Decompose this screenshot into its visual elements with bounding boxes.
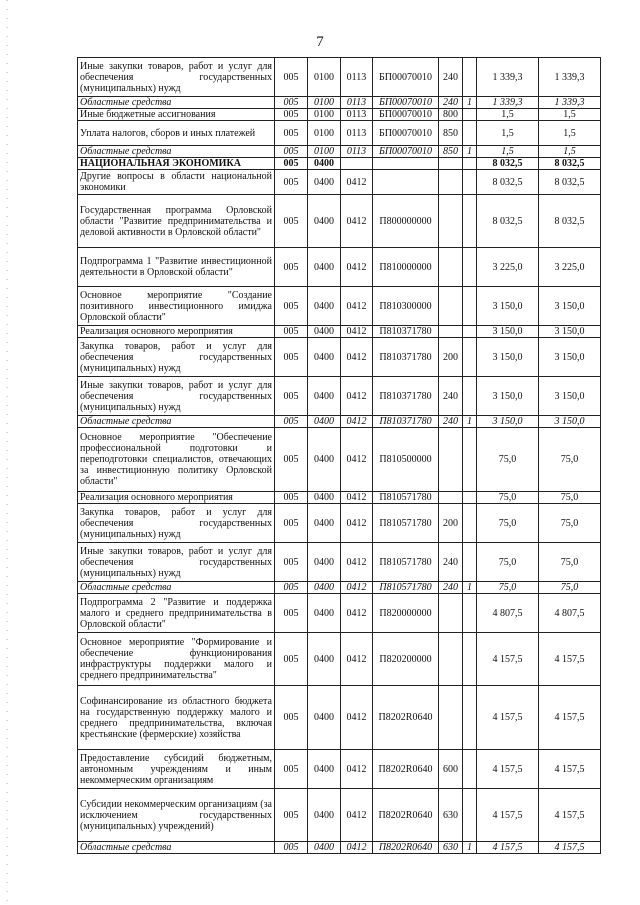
page-number: 7 xyxy=(316,34,324,50)
table-row xyxy=(78,58,601,97)
budget-table xyxy=(77,57,601,854)
row-src-cell xyxy=(463,789,477,842)
row-vr-cell xyxy=(439,248,463,287)
margin-scan-marks xyxy=(6,0,8,905)
row-rz-cell: 0400 xyxy=(308,686,341,750)
row-sum1-cell: 4 157,5 xyxy=(477,789,539,842)
row-sum1-cell: 75,0 xyxy=(477,428,539,492)
table-row xyxy=(78,326,601,338)
row-rz-cell: 0400 xyxy=(308,543,341,582)
row-rz-cell: 0400 xyxy=(308,377,341,416)
row-sum1-cell: 75,0 xyxy=(477,492,539,504)
row-sum2-cell: 3 150,0 xyxy=(539,326,601,338)
row-src-cell xyxy=(463,338,477,377)
row-csr-cell: П810371780 xyxy=(373,377,439,416)
row-sum2-cell: 75,0 xyxy=(539,492,601,504)
row-sum1-cell: 1,5 xyxy=(477,146,539,158)
row-name-cell: Государственная программа Орловской области "Развитие предпринимательства и деловой активности в Орловской области" xyxy=(78,195,275,248)
row-csr-cell: П820200000 xyxy=(373,633,439,686)
row-ved-cell: 005 xyxy=(275,686,308,750)
row-csr-cell xyxy=(373,158,439,170)
row-vr-cell: 200 xyxy=(439,504,463,543)
table-row xyxy=(78,97,601,109)
row-sum1-cell: 3 225,0 xyxy=(477,248,539,287)
row-vr-cell xyxy=(439,158,463,170)
row-rz-cell: 0400 xyxy=(308,428,341,492)
row-ved-cell: 005 xyxy=(275,377,308,416)
table-row xyxy=(78,338,601,377)
row-sum2-cell: 3 150,0 xyxy=(539,377,601,416)
row-src-cell xyxy=(463,594,477,633)
row-sum2-cell: 3 150,0 xyxy=(539,338,601,377)
row-sum2-cell: 1 339,3 xyxy=(539,97,601,109)
row-sum1-cell: 4 157,5 xyxy=(477,842,539,854)
row-ved-cell: 005 xyxy=(275,58,308,97)
row-vr-cell: 630 xyxy=(439,789,463,842)
table-row xyxy=(78,428,601,492)
row-csr-cell: П820000000 xyxy=(373,594,439,633)
row-pr-cell: 0412 xyxy=(341,594,373,633)
row-sum1-cell: 8 032,5 xyxy=(477,195,539,248)
row-ved-cell: 005 xyxy=(275,287,308,326)
row-src-cell xyxy=(463,170,477,195)
row-src-cell xyxy=(463,377,477,416)
row-sum2-cell: 8 032,5 xyxy=(539,195,601,248)
row-ved-cell: 005 xyxy=(275,582,308,594)
row-ved-cell: 005 xyxy=(275,428,308,492)
row-vr-cell: 850 xyxy=(439,121,463,146)
row-ved-cell: 005 xyxy=(275,789,308,842)
row-sum1-cell: 3 150,0 xyxy=(477,326,539,338)
row-pr-cell: 0113 xyxy=(341,121,373,146)
table-row xyxy=(78,158,601,170)
row-rz-cell: 0400 xyxy=(308,158,341,170)
row-name-cell: Основное мероприятие "Формирование и обеспечение функционирования инфраструктуры поддержки малого и среднего предпринимательства" xyxy=(78,633,275,686)
row-sum1-cell: 4 157,5 xyxy=(477,633,539,686)
row-sum1-cell: 3 150,0 xyxy=(477,287,539,326)
row-pr-cell: 0412 xyxy=(341,842,373,854)
row-rz-cell: 0100 xyxy=(308,121,341,146)
row-src-cell: 1 xyxy=(463,416,477,428)
row-sum1-cell: 1,5 xyxy=(477,121,539,146)
row-pr-cell: 0412 xyxy=(341,633,373,686)
row-src-cell xyxy=(463,750,477,789)
row-name-cell: Иные закупки товаров, работ и услуг для обеспечения государственных (муниципальных) нужд xyxy=(78,58,275,97)
row-ved-cell: 005 xyxy=(275,338,308,377)
row-csr-cell xyxy=(373,170,439,195)
row-sum2-cell: 75,0 xyxy=(539,582,601,594)
row-vr-cell: 630 xyxy=(439,842,463,854)
row-name-cell: Иные закупки товаров, работ и услуг для обеспечения государственных (муниципальных) нужд xyxy=(78,377,275,416)
row-sum1-cell: 75,0 xyxy=(477,543,539,582)
row-pr-cell: 0412 xyxy=(341,195,373,248)
row-vr-cell xyxy=(439,428,463,492)
row-ved-cell: 005 xyxy=(275,121,308,146)
row-sum1-cell: 8 032,5 xyxy=(477,170,539,195)
row-csr-cell: П810371780 xyxy=(373,338,439,377)
row-sum2-cell: 4 157,5 xyxy=(539,750,601,789)
row-rz-cell: 0400 xyxy=(308,492,341,504)
row-pr-cell: 0412 xyxy=(341,686,373,750)
row-ved-cell: 005 xyxy=(275,97,308,109)
row-rz-cell: 0400 xyxy=(308,326,341,338)
row-name-cell: Реализация основного мероприятия xyxy=(78,326,275,338)
row-pr-cell: 0113 xyxy=(341,109,373,121)
row-csr-cell: П8202R0640 xyxy=(373,686,439,750)
row-sum1-cell: 4 157,5 xyxy=(477,750,539,789)
row-csr-cell: БП00070010 xyxy=(373,97,439,109)
row-rz-cell: 0100 xyxy=(308,146,341,158)
row-name-cell: Подпрограмма 1 "Развитие инвестиционной деятельности в Орловской области" xyxy=(78,248,275,287)
row-sum2-cell: 75,0 xyxy=(539,543,601,582)
row-name-cell: Закупка товаров, работ и услуг для обеспечения государственных (муниципальных) нужд xyxy=(78,338,275,377)
row-rz-cell: 0400 xyxy=(308,195,341,248)
row-vr-cell xyxy=(439,287,463,326)
row-pr-cell: 0412 xyxy=(341,582,373,594)
row-ved-cell: 005 xyxy=(275,750,308,789)
row-vr-cell: 240 xyxy=(439,543,463,582)
row-rz-cell: 0400 xyxy=(308,750,341,789)
row-csr-cell: П810000000 xyxy=(373,248,439,287)
row-pr-cell: 0412 xyxy=(341,338,373,377)
row-vr-cell xyxy=(439,195,463,248)
row-pr-cell: 0412 xyxy=(341,326,373,338)
row-csr-cell: П810571780 xyxy=(373,492,439,504)
row-name-cell: Предоставление субсидий бюджетным, автономным учреждениям и иным некоммерческим организациям xyxy=(78,750,275,789)
row-ved-cell: 005 xyxy=(275,543,308,582)
row-name-cell: Софинансирование из областного бюджета на государственную поддержку малого и среднего предпринимательства, включая крестьянские (фермерские) хозяйства xyxy=(78,686,275,750)
table-row xyxy=(78,633,601,686)
row-vr-cell: 240 xyxy=(439,416,463,428)
row-sum1-cell: 75,0 xyxy=(477,504,539,543)
row-csr-cell: П810371780 xyxy=(373,416,439,428)
row-pr-cell: 0412 xyxy=(341,750,373,789)
row-pr-cell: 0412 xyxy=(341,428,373,492)
row-sum1-cell: 1 339,3 xyxy=(477,58,539,97)
row-sum1-cell: 3 150,0 xyxy=(477,338,539,377)
row-rz-cell: 0400 xyxy=(308,594,341,633)
row-sum2-cell: 4 157,5 xyxy=(539,842,601,854)
row-src-cell xyxy=(463,326,477,338)
row-sum2-cell: 8 032,5 xyxy=(539,170,601,195)
row-sum1-cell: 1,5 xyxy=(477,109,539,121)
row-rz-cell: 0400 xyxy=(308,338,341,377)
row-vr-cell: 850 xyxy=(439,146,463,158)
row-sum2-cell: 4 807,5 xyxy=(539,594,601,633)
row-name-cell: Областные средства xyxy=(78,97,275,109)
row-name-cell: Закупка товаров, работ и услуг для обеспечения государственных (муниципальных) нужд xyxy=(78,504,275,543)
row-pr-cell: 0412 xyxy=(341,416,373,428)
row-vr-cell xyxy=(439,686,463,750)
row-name-cell: Областные средства xyxy=(78,842,275,854)
row-vr-cell: 200 xyxy=(439,338,463,377)
row-pr-cell xyxy=(341,158,373,170)
row-rz-cell: 0100 xyxy=(308,58,341,97)
row-sum1-cell: 1 339,3 xyxy=(477,97,539,109)
row-sum2-cell: 3 225,0 xyxy=(539,248,601,287)
row-ved-cell: 005 xyxy=(275,633,308,686)
row-sum2-cell: 1 339,3 xyxy=(539,58,601,97)
row-csr-cell: П8202R0640 xyxy=(373,842,439,854)
table-row xyxy=(78,504,601,543)
row-src-cell xyxy=(463,504,477,543)
row-src-cell xyxy=(463,158,477,170)
row-name-cell: Другие вопросы в области национальной экономики xyxy=(78,170,275,195)
row-src-cell xyxy=(463,109,477,121)
row-name-cell: Областные средства xyxy=(78,416,275,428)
table-row xyxy=(78,377,601,416)
row-rz-cell: 0100 xyxy=(308,97,341,109)
table-row xyxy=(78,594,601,633)
row-csr-cell: П800000000 xyxy=(373,195,439,248)
row-sum2-cell: 8 032,5 xyxy=(539,158,601,170)
row-src-cell xyxy=(463,492,477,504)
table-row xyxy=(78,170,601,195)
row-rz-cell: 0400 xyxy=(308,582,341,594)
row-sum1-cell: 75,0 xyxy=(477,582,539,594)
row-ved-cell: 005 xyxy=(275,170,308,195)
row-pr-cell: 0113 xyxy=(341,146,373,158)
row-src-cell xyxy=(463,686,477,750)
row-csr-cell: П810571780 xyxy=(373,582,439,594)
row-rz-cell: 0400 xyxy=(308,842,341,854)
row-src-cell xyxy=(463,287,477,326)
row-pr-cell: 0412 xyxy=(341,492,373,504)
row-csr-cell: П8202R0640 xyxy=(373,750,439,789)
row-rz-cell: 0400 xyxy=(308,287,341,326)
row-src-cell: 1 xyxy=(463,146,477,158)
row-rz-cell: 0400 xyxy=(308,248,341,287)
row-sum1-cell: 3 150,0 xyxy=(477,377,539,416)
row-sum2-cell: 1,5 xyxy=(539,109,601,121)
table-row xyxy=(78,146,601,158)
row-name-cell: Иные бюджетные ассигнования xyxy=(78,109,275,121)
row-src-cell xyxy=(463,121,477,146)
row-csr-cell: П8202R0640 xyxy=(373,789,439,842)
row-sum2-cell: 3 150,0 xyxy=(539,416,601,428)
row-pr-cell: 0412 xyxy=(341,287,373,326)
row-sum2-cell: 4 157,5 xyxy=(539,633,601,686)
row-ved-cell: 005 xyxy=(275,195,308,248)
row-src-cell xyxy=(463,633,477,686)
row-name-cell: Областные средства xyxy=(78,582,275,594)
row-vr-cell xyxy=(439,633,463,686)
row-csr-cell: П810371780 xyxy=(373,326,439,338)
row-name-cell: Основное мероприятие "Создание позитивного инвестиционного имиджа Орловской области" xyxy=(78,287,275,326)
row-src-cell: 1 xyxy=(463,582,477,594)
row-csr-cell: П810571780 xyxy=(373,543,439,582)
row-rz-cell: 0400 xyxy=(308,633,341,686)
row-vr-cell: 600 xyxy=(439,750,463,789)
row-ved-cell: 005 xyxy=(275,842,308,854)
row-csr-cell: БП00070010 xyxy=(373,58,439,97)
row-name-cell: Основное мероприятие "Обеспечение профессиональной подготовки и переподготовки специалистов, отвечающих за инвестиционную политику Орловской области" xyxy=(78,428,275,492)
row-pr-cell: 0412 xyxy=(341,377,373,416)
row-sum1-cell: 3 150,0 xyxy=(477,416,539,428)
table-row xyxy=(78,789,601,842)
row-vr-cell: 240 xyxy=(439,582,463,594)
row-name-cell: Уплата налогов, сборов и иных платежей xyxy=(78,121,275,146)
row-sum1-cell: 8 032,5 xyxy=(477,158,539,170)
row-src-cell xyxy=(463,543,477,582)
row-pr-cell: 0412 xyxy=(341,789,373,842)
row-src-cell xyxy=(463,428,477,492)
row-csr-cell: БП00070010 xyxy=(373,146,439,158)
row-csr-cell: П810300000 xyxy=(373,287,439,326)
table-row xyxy=(78,195,601,248)
row-ved-cell: 005 xyxy=(275,416,308,428)
table-row xyxy=(78,842,601,854)
row-rz-cell: 0400 xyxy=(308,504,341,543)
row-sum1-cell: 4 157,5 xyxy=(477,686,539,750)
row-csr-cell: П810500000 xyxy=(373,428,439,492)
row-name-cell: Субсидии некоммерческим организациям (за исключением государственных (муниципальных) учреждений) xyxy=(78,789,275,842)
row-ved-cell: 005 xyxy=(275,492,308,504)
row-pr-cell: 0412 xyxy=(341,504,373,543)
row-src-cell: 1 xyxy=(463,842,477,854)
row-csr-cell: БП00070010 xyxy=(373,121,439,146)
table-row xyxy=(78,416,601,428)
row-pr-cell: 0113 xyxy=(341,58,373,97)
row-ved-cell: 005 xyxy=(275,158,308,170)
row-sum2-cell: 3 150,0 xyxy=(539,287,601,326)
row-src-cell: 1 xyxy=(463,97,477,109)
row-rz-cell: 0400 xyxy=(308,789,341,842)
row-sum2-cell: 75,0 xyxy=(539,504,601,543)
row-ved-cell: 005 xyxy=(275,594,308,633)
row-vr-cell xyxy=(439,326,463,338)
row-src-cell xyxy=(463,195,477,248)
row-name-cell: НАЦИОНАЛЬНАЯ ЭКОНОМИКА xyxy=(78,158,275,170)
row-vr-cell xyxy=(439,170,463,195)
row-vr-cell: 240 xyxy=(439,97,463,109)
row-pr-cell: 0113 xyxy=(341,97,373,109)
row-src-cell xyxy=(463,248,477,287)
row-ved-cell: 005 xyxy=(275,146,308,158)
row-pr-cell: 0412 xyxy=(341,170,373,195)
row-name-cell: Реализация основного мероприятия xyxy=(78,492,275,504)
row-ved-cell: 005 xyxy=(275,109,308,121)
row-ved-cell: 005 xyxy=(275,248,308,287)
row-name-cell: Иные закупки товаров, работ и услуг для обеспечения государственных (муниципальных) нужд xyxy=(78,543,275,582)
row-ved-cell: 005 xyxy=(275,326,308,338)
row-sum1-cell: 4 807,5 xyxy=(477,594,539,633)
row-vr-cell: 240 xyxy=(439,377,463,416)
row-name-cell: Областные средства xyxy=(78,146,275,158)
row-sum2-cell: 1,5 xyxy=(539,121,601,146)
row-vr-cell xyxy=(439,492,463,504)
row-name-cell: Подпрограмма 2 "Развитие и поддержка малого и среднего предпринимательства в Орловской области" xyxy=(78,594,275,633)
row-rz-cell: 0100 xyxy=(308,109,341,121)
table-row xyxy=(78,750,601,789)
table-row xyxy=(78,248,601,287)
row-sum2-cell: 4 157,5 xyxy=(539,789,601,842)
table-row xyxy=(78,543,601,582)
table-row xyxy=(78,109,601,121)
row-pr-cell: 0412 xyxy=(341,248,373,287)
row-pr-cell: 0412 xyxy=(341,543,373,582)
row-src-cell xyxy=(463,58,477,97)
row-csr-cell: БП00070010 xyxy=(373,109,439,121)
row-vr-cell: 240 xyxy=(439,58,463,97)
table-row xyxy=(78,492,601,504)
row-sum2-cell: 75,0 xyxy=(539,428,601,492)
row-rz-cell: 0400 xyxy=(308,170,341,195)
row-ved-cell: 005 xyxy=(275,504,308,543)
table-row xyxy=(78,121,601,146)
table-row xyxy=(78,582,601,594)
row-vr-cell: 800 xyxy=(439,109,463,121)
row-csr-cell: П810571780 xyxy=(373,504,439,543)
row-vr-cell xyxy=(439,594,463,633)
table-row xyxy=(78,287,601,326)
row-sum2-cell: 1,5 xyxy=(539,146,601,158)
row-rz-cell: 0400 xyxy=(308,416,341,428)
row-sum2-cell: 4 157,5 xyxy=(539,686,601,750)
table-row xyxy=(78,686,601,750)
